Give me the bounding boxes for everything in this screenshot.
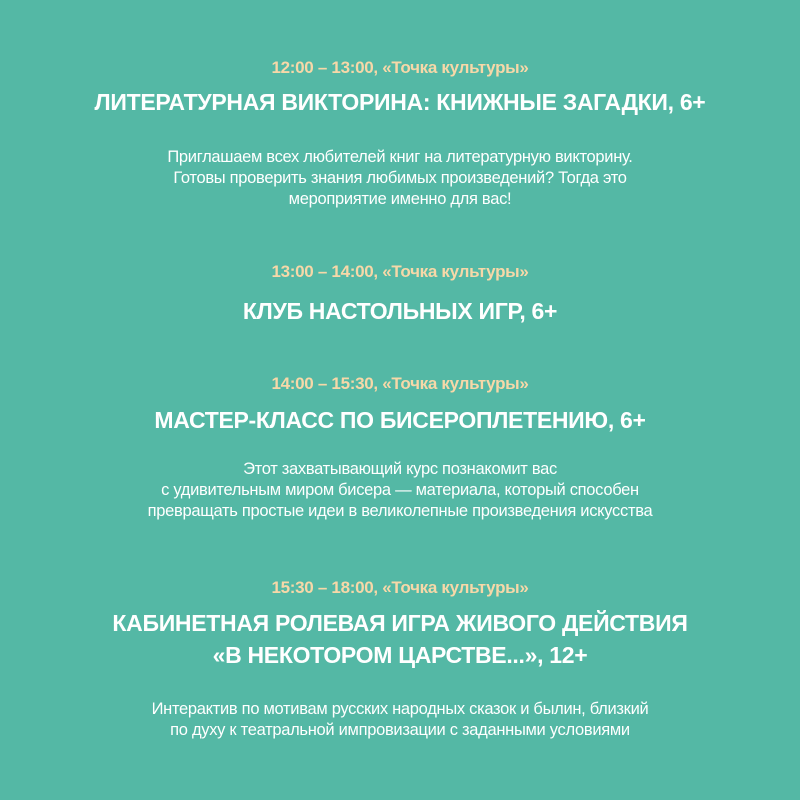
event-3-title [0, 404, 800, 436]
event-4-title-line: «В НЕКОТОРОМ ЦАРСТВЕ...», 12+ [212, 642, 588, 668]
event-4-time: 15:30 – 18:00, «Точка культуры» [271, 578, 529, 597]
event-4-title-line: КАБИНЕТНАЯ РОЛЕВАЯ ИГРА ЖИВОГО ДЕЙСТВИЯ [112, 610, 688, 636]
event-3-desc-line: с удивительным миром бисера — материала, который способен [161, 481, 639, 499]
event-1-desc-line: Приглашаем всех любителей книг на литературную викторину. [167, 148, 633, 166]
event-2-title-line: КЛУБ НАСТОЛЬНЫХ ИГР, 6+ [242, 298, 558, 324]
event-1-description [0, 147, 800, 210]
event-4-desc-line: Интерактив по мотивам русских народных сказок и былин, близкий [151, 700, 649, 718]
event-1-title-line: ЛИТЕРАТУРНАЯ ВИКТОРИНА: КНИЖНЫЕ ЗАГАДКИ, 6+ [94, 89, 706, 115]
event-1-title [0, 86, 800, 118]
event-1-desc-line: мероприятие именно для вас! [288, 190, 512, 208]
event-1-time: 12:00 – 13:00, «Точка культуры» [271, 58, 529, 77]
event-1-desc-line: Готовы проверить знания любимых произведений? Тогда это [173, 169, 627, 187]
event-3-description [0, 459, 800, 522]
event-3-desc-line: Этот захватывающий курс познакомит вас [243, 460, 557, 478]
event-2-time: 13:00 – 14:00, «Точка культуры» [271, 262, 529, 281]
event-3-title-line: МАСТЕР-КЛАСС ПО БИСЕРОПЛЕТЕНИЮ, 6+ [154, 407, 646, 433]
event-2-title [0, 295, 800, 327]
event-3-desc-line: превращать простые идеи в великолепные произведения искусства [147, 502, 653, 520]
event-3-time: 14:00 – 15:30, «Точка культуры» [271, 374, 529, 393]
event-4-title [0, 607, 800, 671]
event-4-desc-line: по духу к театральной импровизации с заданными условиями [170, 721, 630, 739]
event-4-description [0, 699, 800, 741]
